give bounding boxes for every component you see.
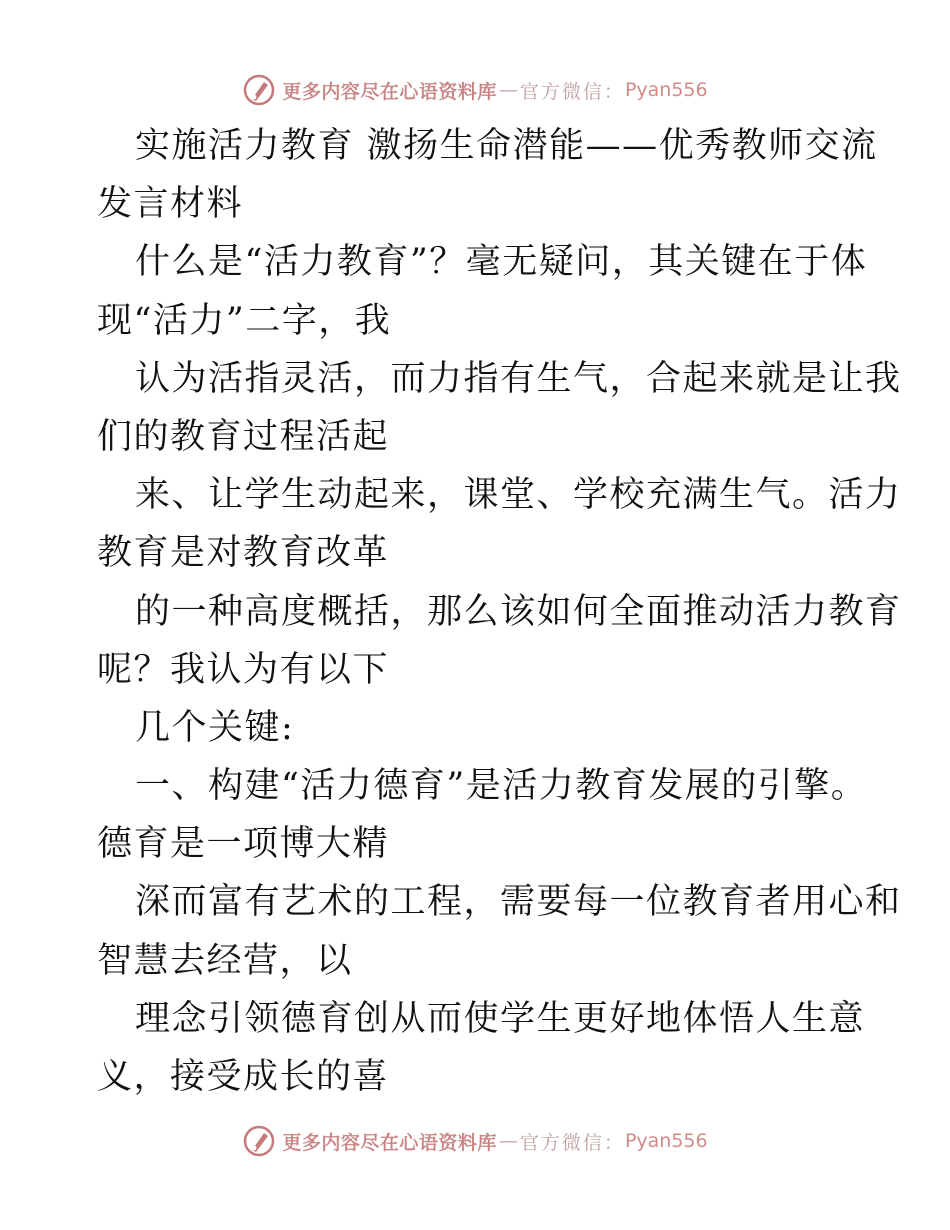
text-line: 发言材料 <box>97 184 244 225</box>
text-line: 实施活力教育 激扬生命潜能——优秀教师交流 <box>135 126 878 166</box>
watermark-id: Pyan556 <box>624 79 708 101</box>
header-watermark <box>0 72 950 108</box>
watermark-id: Pyan556 <box>624 1130 708 1152</box>
text-line: 什么是“活力教育”？毫无疑问，其关键在于体 <box>135 242 868 283</box>
watermark-label: 官方微信： <box>519 80 625 103</box>
text-line: 呢？我认为有以下 <box>97 649 390 690</box>
text-line: 来、让学生动起来，课堂、学校充满生气。活力 <box>135 475 902 516</box>
text-line: 们的教育过程活起 <box>97 416 390 457</box>
text-line: 理念引领德育创从而使学生更好地体悟人生意 <box>135 998 866 1039</box>
text-line: 德育是一项博大精 <box>97 824 390 865</box>
text-line: 的一种高度概括，那么该如何全面推动活力教育 <box>135 591 902 632</box>
pen-logo-icon <box>242 73 276 107</box>
watermark-site: 更多内容尽在心语资料库 <box>282 1131 497 1154</box>
watermark-site: 更多内容尽在心语资料库 <box>282 80 497 103</box>
text-line: 深而富有艺术的工程，需要每一位教育者用心和 <box>135 882 902 923</box>
text-line: 现“活力”二字，我 <box>97 300 392 341</box>
document-body <box>97 117 902 1106</box>
watermark-dash: — <box>498 1130 518 1152</box>
text-line: 几个关键: <box>135 707 295 748</box>
text-line: 一、构建“活力德育”是活力教育发展的引擎。 <box>135 766 868 807</box>
pen-logo-icon <box>242 1124 276 1158</box>
text-line: 智慧去经营，以 <box>97 940 353 981</box>
watermark-label: 官方微信： <box>519 1131 625 1154</box>
text-line: 教育是对教育改革 <box>97 533 390 574</box>
text-line: 义，接受成长的喜 <box>97 1057 390 1097</box>
watermark-dash: — <box>498 79 518 101</box>
footer-watermark <box>0 1123 950 1159</box>
text-line: 认为活指灵活，而力指有生气，合起来就是让我 <box>135 358 902 399</box>
